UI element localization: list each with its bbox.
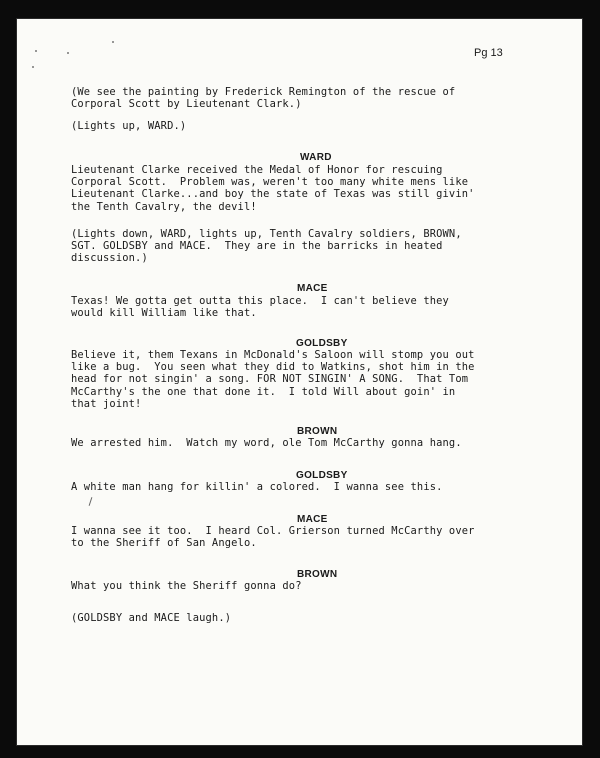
stage-direction: (Lights down, WARD, lights up, Tenth Cavalry soldiers, BROWN, SGT. GOLDSBY and MACE. They are in the barricks in heated discussion.) [71,228,462,265]
character-name: GOLDSBY [296,338,348,349]
character-name: MACE [297,514,328,525]
character-name: BROWN [297,426,338,437]
speck-mark [112,41,114,43]
speck-mark [67,52,69,54]
character-name: BROWN [297,569,338,580]
character-name: WARD [300,152,332,163]
dialogue: Texas! We gotta get outta this place. I can't believe they would kill William like that. [71,295,449,320]
character-name: MACE [297,283,328,294]
stage-direction: (We see the painting by Frederick Remington of the rescue of Corporal Scott by Lieutenant Clark.) [71,86,456,111]
character-name: GOLDSBY [296,470,348,481]
pencil-mark [89,497,93,506]
dialogue: I wanna see it too. I heard Col. Grierson turned McCarthy over to the Sheriff of San Angelo. [71,525,475,550]
stage-direction: (Lights up, WARD.) [71,120,187,132]
dialogue: Lieutenant Clarke received the Medal of Honor for rescuing Corporal Scott. Problem was, weren't too many white mens like Lieutenant Clarke...and boy the state of Texas was still givin' the Tenth Cavalry, the devil! [71,164,475,213]
dialogue: Believe it, them Texans in McDonald's Saloon will stomp you out like a bug. You seen what they did to Watkins, shot him in the head for not singin' a song. FOR NOT SINGIN' A SONG. That Tom McCarthy's the one that done it. I told Will about goin' in that joint! [71,349,475,410]
stage-direction: (GOLDSBY and MACE laugh.) [71,612,232,624]
page-number: Pg 13 [474,47,503,59]
dialogue: What you think the Sheriff gonna do? [71,580,302,592]
speck-mark [32,66,34,68]
dialogue: A white man hang for killin' a colored. I wanna see this. [71,481,443,493]
speck-mark [35,50,37,52]
dialogue: We arrested him. Watch my word, ole Tom McCarthy gonna hang. [71,437,462,449]
